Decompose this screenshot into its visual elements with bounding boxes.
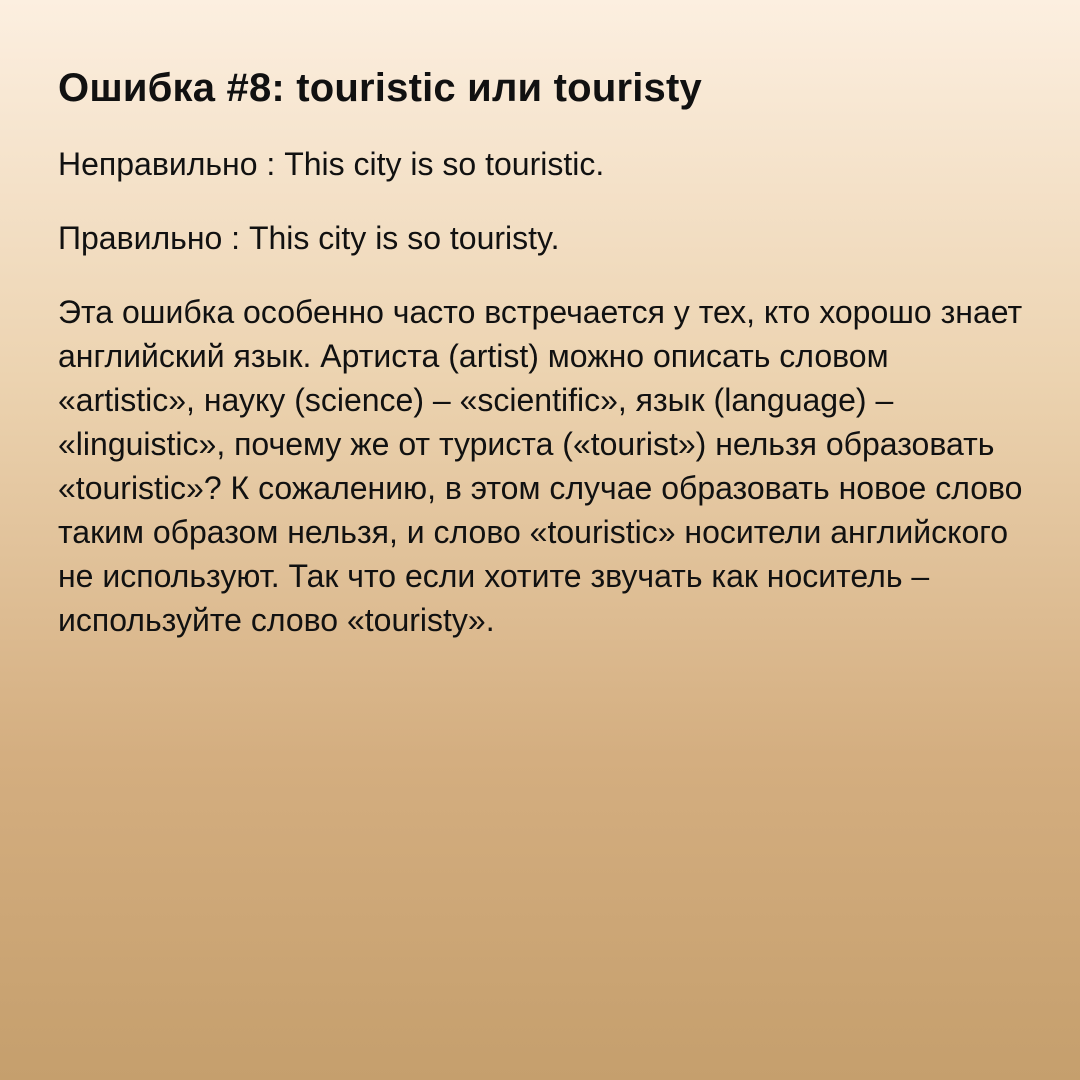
explanation-paragraph: Эта ошибка особенно часто встречается у тех, кто хорошо знает английский язык. Артиста (artist) можно описать словом «artistic», науку (science) – «scientific», язык (language) – «linguistic», почему же от туриста («tourist») нельзя образовать «touristic»? К сожалению, в этом случае образовать новое слово таким образом нельзя, и слово «touristic» носители английского не используют. Так что если хотите звучать как носитель – используйте слово «touristy». <box>58 294 1023 638</box>
wrong-example: Неправильно : This city is so touristic. <box>58 146 605 182</box>
correct-example: Правильно : This city is so touristy. <box>58 220 560 256</box>
slide-title: Ошибка #8: touristic или touristy <box>58 66 702 110</box>
